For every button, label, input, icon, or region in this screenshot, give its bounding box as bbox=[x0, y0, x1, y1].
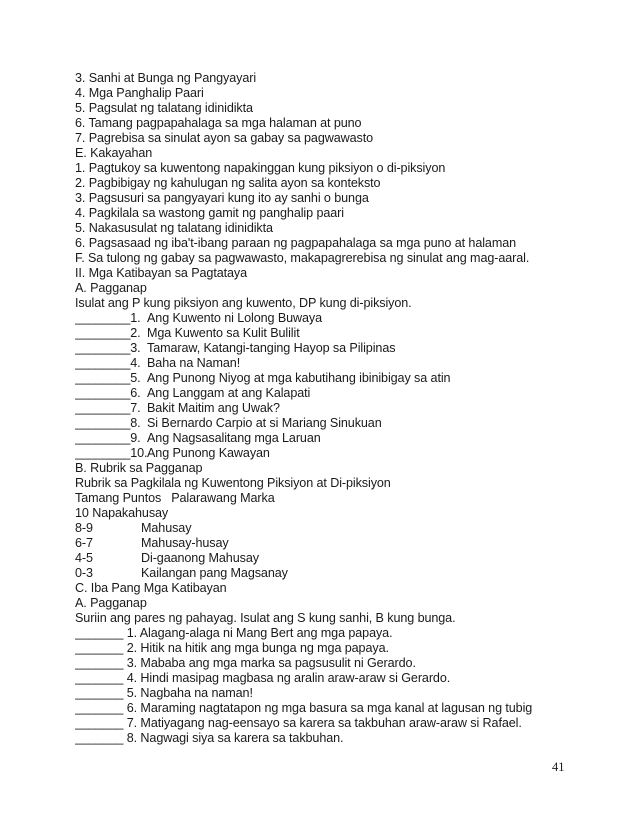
answer-blank: ________9. bbox=[75, 431, 141, 445]
text-line: 1. Pagtukoy sa kuwentong napakinggan kung piksiyon o di-piksiyon bbox=[75, 161, 446, 175]
answer-item: _______ 6. Maraming nagtatapon ng mga basura sa mga kanal at lagusan ng tubig bbox=[75, 701, 533, 715]
answer-item: _______ 5. Nagbaha na naman! bbox=[75, 686, 253, 700]
text-line: 3. Pagsusuri sa pangyayari kung ito ay sanhi o bunga bbox=[75, 191, 369, 205]
item-text: Mga Kuwento sa Kulit Bulilit bbox=[147, 326, 300, 340]
item-text: Ang Nagsasalitang mga Laruan bbox=[147, 431, 321, 445]
answer-blank: ________1. bbox=[75, 311, 141, 325]
rubric-score: 8-9 bbox=[75, 521, 93, 535]
rubric-score: 0-3 bbox=[75, 566, 93, 580]
text-line: 3. Sanhi at Bunga ng Pangyayari bbox=[75, 71, 257, 85]
rubric-score: 6-7 bbox=[75, 536, 93, 550]
col-mark-header: Palarawang Marka bbox=[171, 491, 275, 505]
answer-item: _______ 1. Alagang-alaga ni Mang Bert ang mga papaya. bbox=[75, 626, 393, 640]
answer-blank: ________8. bbox=[75, 416, 141, 430]
item-text: Ang Punong Niyog at mga kabutihang ibinibigay sa atin bbox=[147, 371, 451, 385]
answer-blank: ________5. bbox=[75, 371, 141, 385]
text-line: 7. Pagrebisa sa sinulat ayon sa gabay sa pagwawasto bbox=[75, 131, 374, 145]
rubric-score: 4-5 bbox=[75, 551, 93, 565]
text-line: 2. Pagbibigay ng kahulugan ng salita ayon sa konteksto bbox=[75, 176, 381, 190]
answer-item: _______ 3. Mababa ang mga marka sa pagsusulit ni Gerardo. bbox=[75, 656, 416, 670]
rubric-mark: Kailangan pang Magsanay bbox=[141, 566, 288, 580]
rubric-heading: B. Rubrik sa Pagganap bbox=[75, 461, 203, 475]
rubric-mark: Mahusay-husay bbox=[141, 536, 229, 550]
answer-blank: ________3. bbox=[75, 341, 141, 355]
item-text: Tamaraw, Katangi-tanging Hayop sa Pilipinas bbox=[147, 341, 396, 355]
text-line: 4. Mga Panghalip Paari bbox=[75, 86, 204, 100]
page-body bbox=[75, 71, 575, 746]
section-heading: C. Iba Pang Mga Katibayan bbox=[75, 581, 227, 595]
text-line: 5. Pagsulat ng talatang idinidikta bbox=[75, 101, 253, 115]
answer-item bbox=[75, 371, 575, 386]
answer-item bbox=[75, 416, 575, 431]
page-number: 41 bbox=[552, 760, 565, 774]
rubric-header-row bbox=[75, 491, 575, 506]
text-line: 4. Pagkilala sa wastong gamit ng panghalip paari bbox=[75, 206, 344, 220]
rubric-mark: Di-gaanong Mahusay bbox=[141, 551, 259, 565]
rubric-row bbox=[75, 536, 575, 551]
answer-item: _______ 2. Hitik na hitik ang mga bunga ng mga papaya. bbox=[75, 641, 389, 655]
item-text: Ang Punong Kawayan bbox=[147, 446, 270, 460]
rubric-row: 10 Napakahusay bbox=[75, 506, 169, 520]
text-line: 5. Nakasusulat ng talatang idinidikta bbox=[75, 221, 273, 235]
rubric-row bbox=[75, 521, 575, 536]
rubric-row bbox=[75, 566, 575, 581]
answer-item: _______ 7. Matiyagang nag-eensayo sa karera sa takbuhan araw-araw si Rafael. bbox=[75, 716, 522, 730]
rubric-row bbox=[75, 551, 575, 566]
answer-blank: ________6. bbox=[75, 386, 141, 400]
item-text: Ang Kuwento ni Lolong Buwaya bbox=[147, 311, 323, 325]
section-heading: II. Mga Katibayan sa Pagtataya bbox=[75, 266, 248, 280]
answer-item bbox=[75, 341, 575, 356]
col-points-header: Tamang Puntos bbox=[75, 491, 162, 505]
rubric-subtitle: Rubrik sa Pagkilala ng Kuwentong Piksiyon at Di-piksiyon bbox=[75, 476, 391, 490]
item-text: Baha na Naman! bbox=[147, 356, 241, 370]
answer-item bbox=[75, 326, 575, 341]
answer-item: _______ 4. Hindi masipag magbasa ng aralin araw-araw si Gerardo. bbox=[75, 671, 451, 685]
answer-item bbox=[75, 311, 575, 326]
subsection-heading: A. Pagganap bbox=[75, 596, 147, 610]
answer-item bbox=[75, 401, 575, 416]
instruction-text: Isulat ang P kung piksiyon ang kuwento, DP kung di-piksiyon. bbox=[75, 296, 412, 310]
text-line: 6. Pagsasaad ng iba't-ibang paraan ng pagpapahalaga sa mga puno at halaman bbox=[75, 236, 517, 250]
section-heading: E. Kakayahan bbox=[75, 146, 153, 160]
answer-blank: ________10. bbox=[75, 446, 148, 460]
answer-blank: ________2. bbox=[75, 326, 141, 340]
answer-item bbox=[75, 386, 575, 401]
answer-item bbox=[75, 446, 575, 461]
item-text: Si Bernardo Carpio at si Mariang Sinukuan bbox=[147, 416, 382, 430]
item-text: Bakit Maitim ang Uwak? bbox=[147, 401, 280, 415]
text-line: F. Sa tulong ng gabay sa pagwawasto, makapagrerebisa ng sinulat ang mag-aaral. bbox=[75, 251, 530, 265]
rubric-mark: Mahusay bbox=[141, 521, 192, 535]
text-line: 6. Tamang pagpapahalaga sa mga halaman at puno bbox=[75, 116, 362, 130]
subsection-heading: A. Pagganap bbox=[75, 281, 147, 295]
item-text: Ang Langgam at ang Kalapati bbox=[147, 386, 311, 400]
answer-item bbox=[75, 356, 575, 371]
answer-item: _______ 8. Nagwagi siya sa karera sa takbuhan. bbox=[75, 731, 344, 745]
answer-blank: ________4. bbox=[75, 356, 141, 370]
answer-item bbox=[75, 431, 575, 446]
instruction-text: Suriin ang pares ng pahayag. Isulat ang S kung sanhi, B kung bunga. bbox=[75, 611, 456, 625]
answer-blank: ________7. bbox=[75, 401, 141, 415]
